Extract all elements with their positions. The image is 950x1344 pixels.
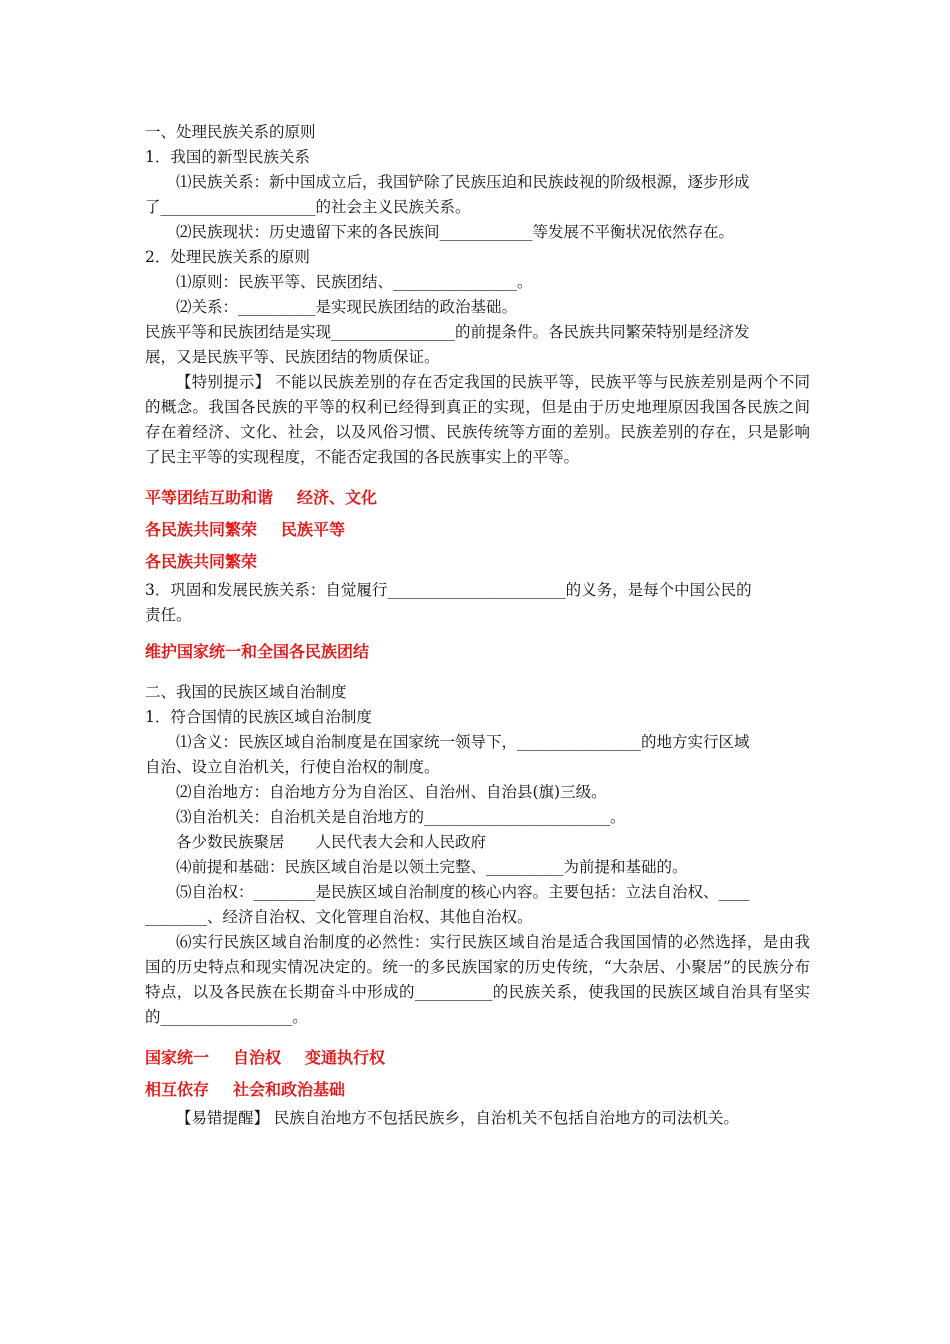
- subsection-1-3-line2: 责任。: [145, 606, 192, 624]
- paragraph-ethnic-relations-line2: 了____________________的社会主义民族关系。: [145, 198, 471, 216]
- paragraph-principles: ⑴原则：民族平等、民族团结、________________。: [176, 273, 533, 291]
- paragraph-autonomy-right-line2: ________、经济自治权、文化管理自治权、其他自治权。: [145, 908, 533, 926]
- answer-text: 平等团结互助和谐: [145, 488, 274, 507]
- paragraph-definition-line1: ⑴含义：民族区域自治制度是在国家统一领导下，________________的地方实行区域: [176, 733, 750, 751]
- answer-row: [145, 546, 810, 578]
- error-prone-note: 【易错提醒】 民族自治地方不包括民族乡，自治机关不包括自治地方的司法机关。: [176, 1109, 739, 1127]
- paragraph-autonomy-right-line1: ⑸自治权：________是民族区域自治制度的核心内容。主要包括：立法自治权、____: [176, 883, 750, 901]
- paragraph-autonomous-areas: ⑵自治地方：自治地方分为自治区、自治州、自治县(旗)三级。: [176, 783, 607, 801]
- answer-text: 民族平等: [281, 520, 346, 539]
- subsection-1-2-title: 2．处理民族关系的原则: [145, 248, 310, 266]
- paragraph-premise: ⑷前提和基础：民族区域自治是以领土完整、__________为前提和基础的。: [176, 858, 688, 876]
- subsection-2-1-title: 1．符合国情的民族区域自治制度: [145, 708, 372, 726]
- paragraph-autonomous-organs: ⑶自治机关：自治机关是自治地方的________________________。: [176, 808, 626, 826]
- answer-row: [145, 482, 810, 514]
- paragraph-prosperity-line1: 民族平等和民族团结是实现________________的前提条件。各民族共同繁荣特别是经济发: [145, 323, 750, 341]
- special-tip: 【特别提示】 不能以民族差别的存在否定我国的民族平等，民族平等与民族差别是两个不同的概念。我国各民族的平等的权利已经得到真正的实现，但是由于历史地理原因我国各民族之间存在着经济、文化、社会，以及风俗习惯、民族传统等方面的差别。民族差别的存在，只是影响了民主平等的实现程度，不能否定我国的各民族事实上的平等。: [145, 373, 810, 466]
- answer-row: [145, 636, 810, 668]
- answer-text: 自治权: [233, 1048, 282, 1067]
- paragraph-ethnic-relations-line1: ⑴民族关系：新中国成立后，我国铲除了民族压迫和民族歧视的阶级根源，逐步形成: [176, 173, 750, 191]
- subsection-1-3-line1: 3．巩固和发展民族关系：自觉履行_______________________的义务，是每个中国公民的: [145, 581, 752, 599]
- section-1-title: 一、处理民族关系的原则: [145, 123, 316, 141]
- answer-row: [145, 1042, 810, 1074]
- answer-text: 变通执行权: [305, 1048, 386, 1067]
- paragraph-prosperity-line2: 展，又是民族平等、民族团结的物质保证。: [145, 348, 440, 366]
- answer-text: 经济、文化: [297, 488, 378, 507]
- document-content: [145, 120, 810, 1131]
- answer-text: 各民族共同繁荣: [145, 552, 258, 571]
- paragraph-necessity: ⑹实行民族区域自治制度的必然性：实行民族区域自治是适合我国国情的必然选择，是由我国的历史特点和现实情况决定的。统一的多民族国家的历史传统，“大杂居、小聚居”的民族分布特点，以及各民族在长期奋斗中形成的__________的民族关系，使我国的民族区域自治具有坚实的_________________。: [145, 933, 810, 1026]
- answer-text: 国家统一: [145, 1048, 210, 1067]
- answer-text: 各民族共同繁荣: [145, 520, 258, 539]
- answer-text: 相互依存: [145, 1080, 210, 1099]
- answer-row: [145, 514, 810, 546]
- answer-text: 社会和政治基础: [233, 1080, 346, 1099]
- subsection-1-1-title: 1．我国的新型民族关系: [145, 148, 310, 166]
- paragraph-ethnic-status: ⑵民族现状：历史遗留下来的各民族间____________等发展不平衡状况依然存在。: [176, 223, 735, 241]
- paragraph-definition-line2: 自治、设立自治机关，行使自治权的制度。: [145, 758, 440, 776]
- section-2-title: 二、我国的民族区域自治制度: [145, 683, 347, 701]
- answer-inline: 各少数民族聚居 人民代表大会和人民政府: [176, 833, 487, 851]
- answer-row: [145, 1074, 810, 1106]
- paragraph-relationship: ⑵关系：__________是实现民族团结的政治基础。: [176, 298, 518, 316]
- answer-text: 维护国家统一和全国各民族团结: [145, 642, 370, 661]
